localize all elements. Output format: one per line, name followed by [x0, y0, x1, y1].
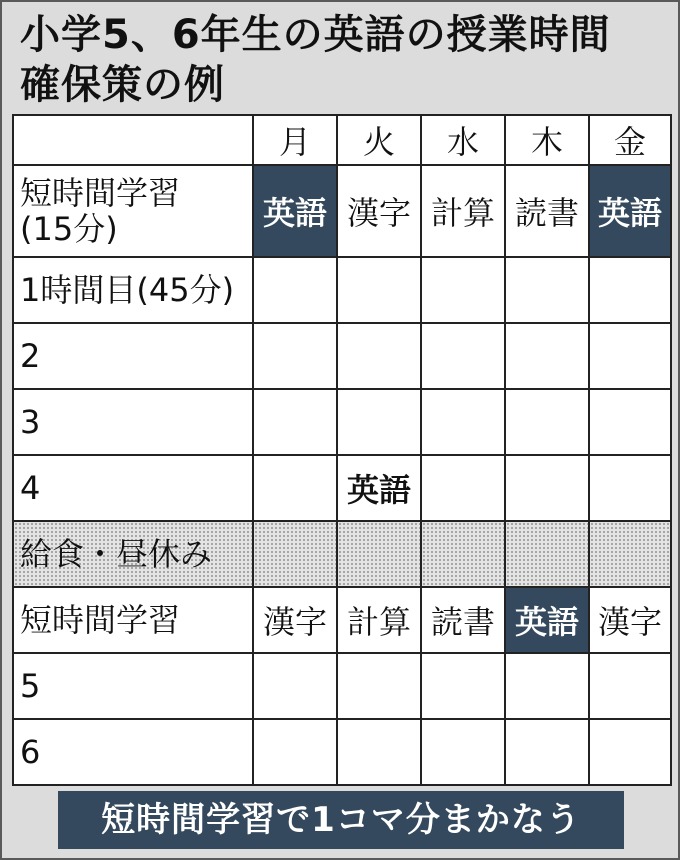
cell-empty [505, 719, 589, 785]
cell-empty [337, 653, 421, 719]
cell-empty [337, 389, 421, 455]
cell-english: 英語 [253, 165, 337, 257]
day-header-mon: 月 [253, 115, 337, 165]
title-line-1: 小学5、6年生の英語の授業時間 [20, 12, 611, 58]
row-label-morning-short-study [13, 165, 253, 257]
cell-calculation: 計算 [337, 587, 421, 653]
lunch-row [13, 521, 671, 587]
cell-empty [505, 455, 589, 521]
cell-english: 英語 [505, 587, 589, 653]
cell-empty [253, 323, 337, 389]
cell-empty [421, 389, 505, 455]
corner-cell [13, 115, 253, 165]
row-label-afternoon-short-study: 短時間学習 [13, 587, 253, 653]
cell-empty [421, 455, 505, 521]
cell-kanji: 漢字 [337, 165, 421, 257]
table-row [13, 165, 671, 257]
cell-empty [337, 257, 421, 323]
table-row [13, 455, 671, 521]
row-label-period-5: 5 [13, 653, 253, 719]
row-label-period-2: 2 [13, 323, 253, 389]
table-row [13, 587, 671, 653]
cell-empty [253, 719, 337, 785]
cell-calculation: 計算 [421, 165, 505, 257]
cell-empty [253, 389, 337, 455]
cell-empty [505, 257, 589, 323]
day-header-fri: 金 [589, 115, 671, 165]
row-label-period-3: 3 [13, 389, 253, 455]
summary-banner: 短時間学習で1コマ分まかなう [58, 791, 624, 849]
cell-empty [421, 719, 505, 785]
header-row [13, 115, 671, 165]
cell-empty [253, 521, 337, 587]
cell-empty [505, 389, 589, 455]
cell-empty [253, 257, 337, 323]
cell-english: 英語 [589, 165, 671, 257]
cell-reading: 読書 [421, 587, 505, 653]
schedule-table [12, 114, 672, 786]
cell-empty [505, 323, 589, 389]
cell-empty [421, 653, 505, 719]
cell-empty [421, 521, 505, 587]
cell-empty [589, 653, 671, 719]
cell-empty [505, 653, 589, 719]
cell-empty [505, 521, 589, 587]
cell-empty [253, 455, 337, 521]
row-label-lunch: 給食・昼休み [13, 521, 253, 587]
cell-empty [589, 323, 671, 389]
row-label-period-4: 4 [13, 455, 253, 521]
cell-empty [589, 257, 671, 323]
cell-empty [337, 719, 421, 785]
cell-empty [337, 521, 421, 587]
row-label-period-1: 1時間目(45分) [13, 257, 253, 323]
day-header-tue: 火 [337, 115, 421, 165]
row-label-period-6: 6 [13, 719, 253, 785]
cell-empty [253, 653, 337, 719]
infographic-title [20, 10, 670, 110]
cell-reading: 読書 [505, 165, 589, 257]
cell-kanji: 漢字 [253, 587, 337, 653]
cell-empty [589, 719, 671, 785]
cell-english: 英語 [337, 455, 421, 521]
table-row [13, 653, 671, 719]
table-row [13, 257, 671, 323]
table-row [13, 323, 671, 389]
cell-empty [589, 455, 671, 521]
cell-empty [421, 257, 505, 323]
cell-empty [589, 521, 671, 587]
cell-kanji: 漢字 [589, 587, 671, 653]
title-line-2: 確保策の例 [20, 62, 225, 108]
table-row [13, 719, 671, 785]
day-header-thu: 木 [505, 115, 589, 165]
cell-empty [337, 323, 421, 389]
cell-empty [589, 389, 671, 455]
table-row [13, 389, 671, 455]
cell-empty [421, 323, 505, 389]
row-label-text: 短時間学習 (15分) [20, 174, 181, 248]
day-header-wed: 水 [421, 115, 505, 165]
